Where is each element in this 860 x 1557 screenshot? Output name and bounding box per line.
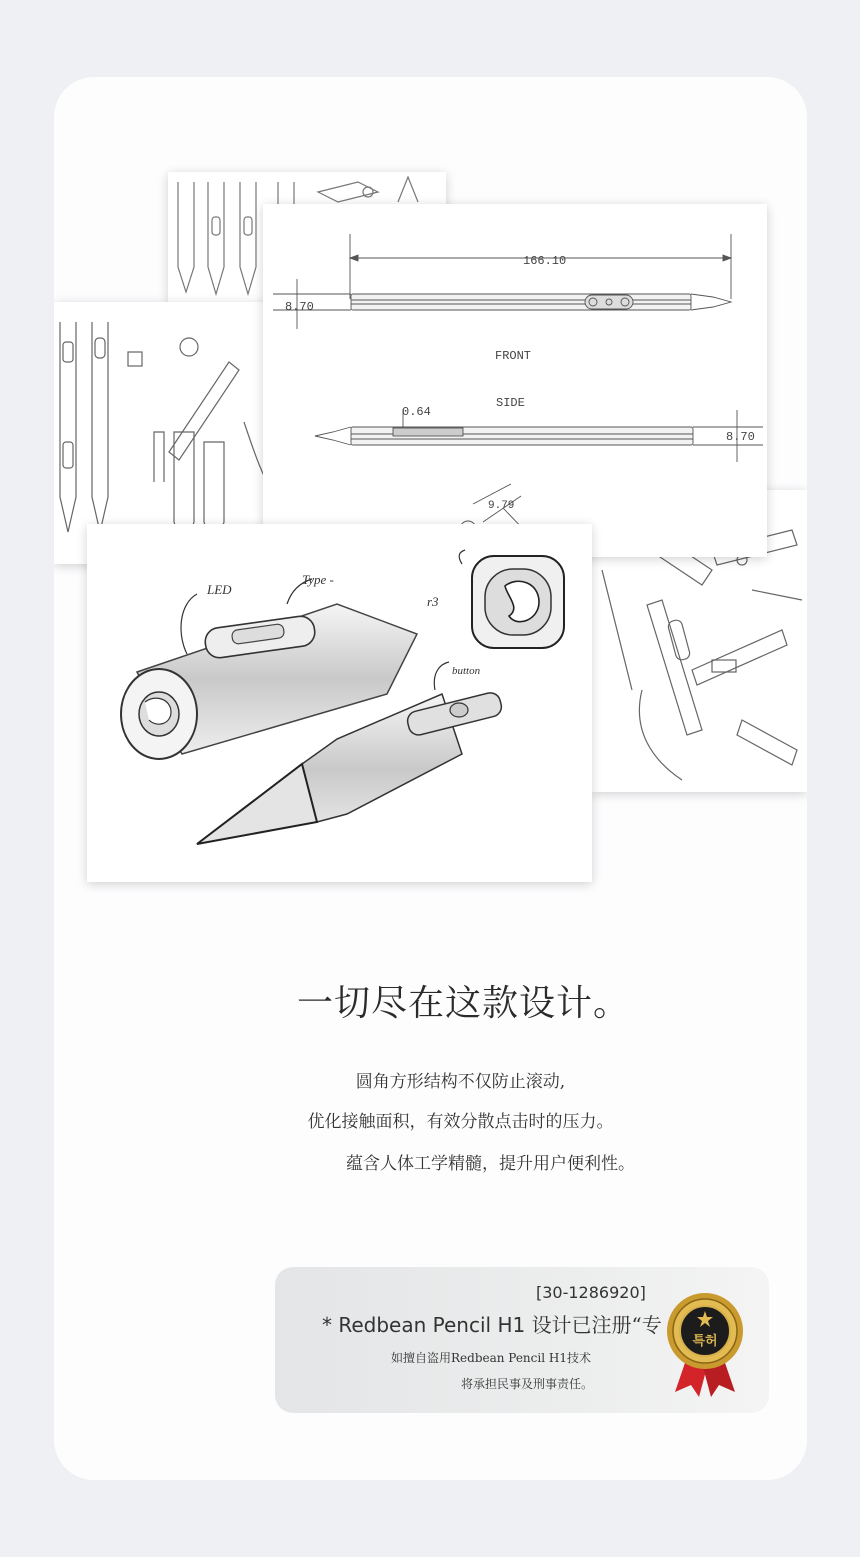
body-line-1: 圆角方形结构不仅防止滚动, (355, 1072, 566, 1092)
dim-height-side-label: 8.70 (726, 430, 755, 444)
dim-height-front-label: 8.70 (285, 300, 314, 314)
pencil-sketch-sheet (87, 524, 592, 882)
body-line-3: 蕴含人体工学精髓，提升用户便利性。 (346, 1154, 635, 1174)
seal-text: 특허 (692, 1334, 718, 1349)
patent-title (322, 1309, 662, 1338)
dim-button-label: 0.64 (402, 405, 431, 419)
patent-title-cn: 设计已注册“专 (531, 1313, 662, 1337)
patent-number: [30-1286920] (536, 1283, 646, 1302)
patent-title-prefix: * Redbean Pencil H1 (322, 1313, 532, 1337)
technical-drawing (263, 204, 767, 557)
patent-seal-icon (665, 1287, 745, 1397)
led-annotation: LED (207, 582, 232, 597)
button-annotation: button (452, 665, 481, 677)
front-view-label: FRONT (495, 349, 532, 363)
content-card (54, 77, 807, 1480)
headline: 一切尽在这款设计。 (296, 983, 630, 1024)
patent-notice-box (275, 1267, 769, 1413)
patent-note-line-1: 如擅自盗用Redbean Pencil H1技术 (391, 1351, 591, 1365)
body-line-2: 优化接触面积，有效分散点击时的压力。 (307, 1112, 614, 1132)
radius-annotation: r3 (427, 594, 439, 609)
type-annotation: Type - (302, 572, 334, 587)
technical-drawing-sheet (263, 204, 767, 557)
patent-note-line-2: 将承担民事及刑事责任。 (461, 1377, 594, 1391)
dim-bottom-label: 9.79 (488, 500, 515, 512)
dim-length-label: 166.10 (523, 254, 567, 268)
pencil-sketch (87, 524, 592, 882)
side-view-label: SIDE (496, 396, 525, 410)
